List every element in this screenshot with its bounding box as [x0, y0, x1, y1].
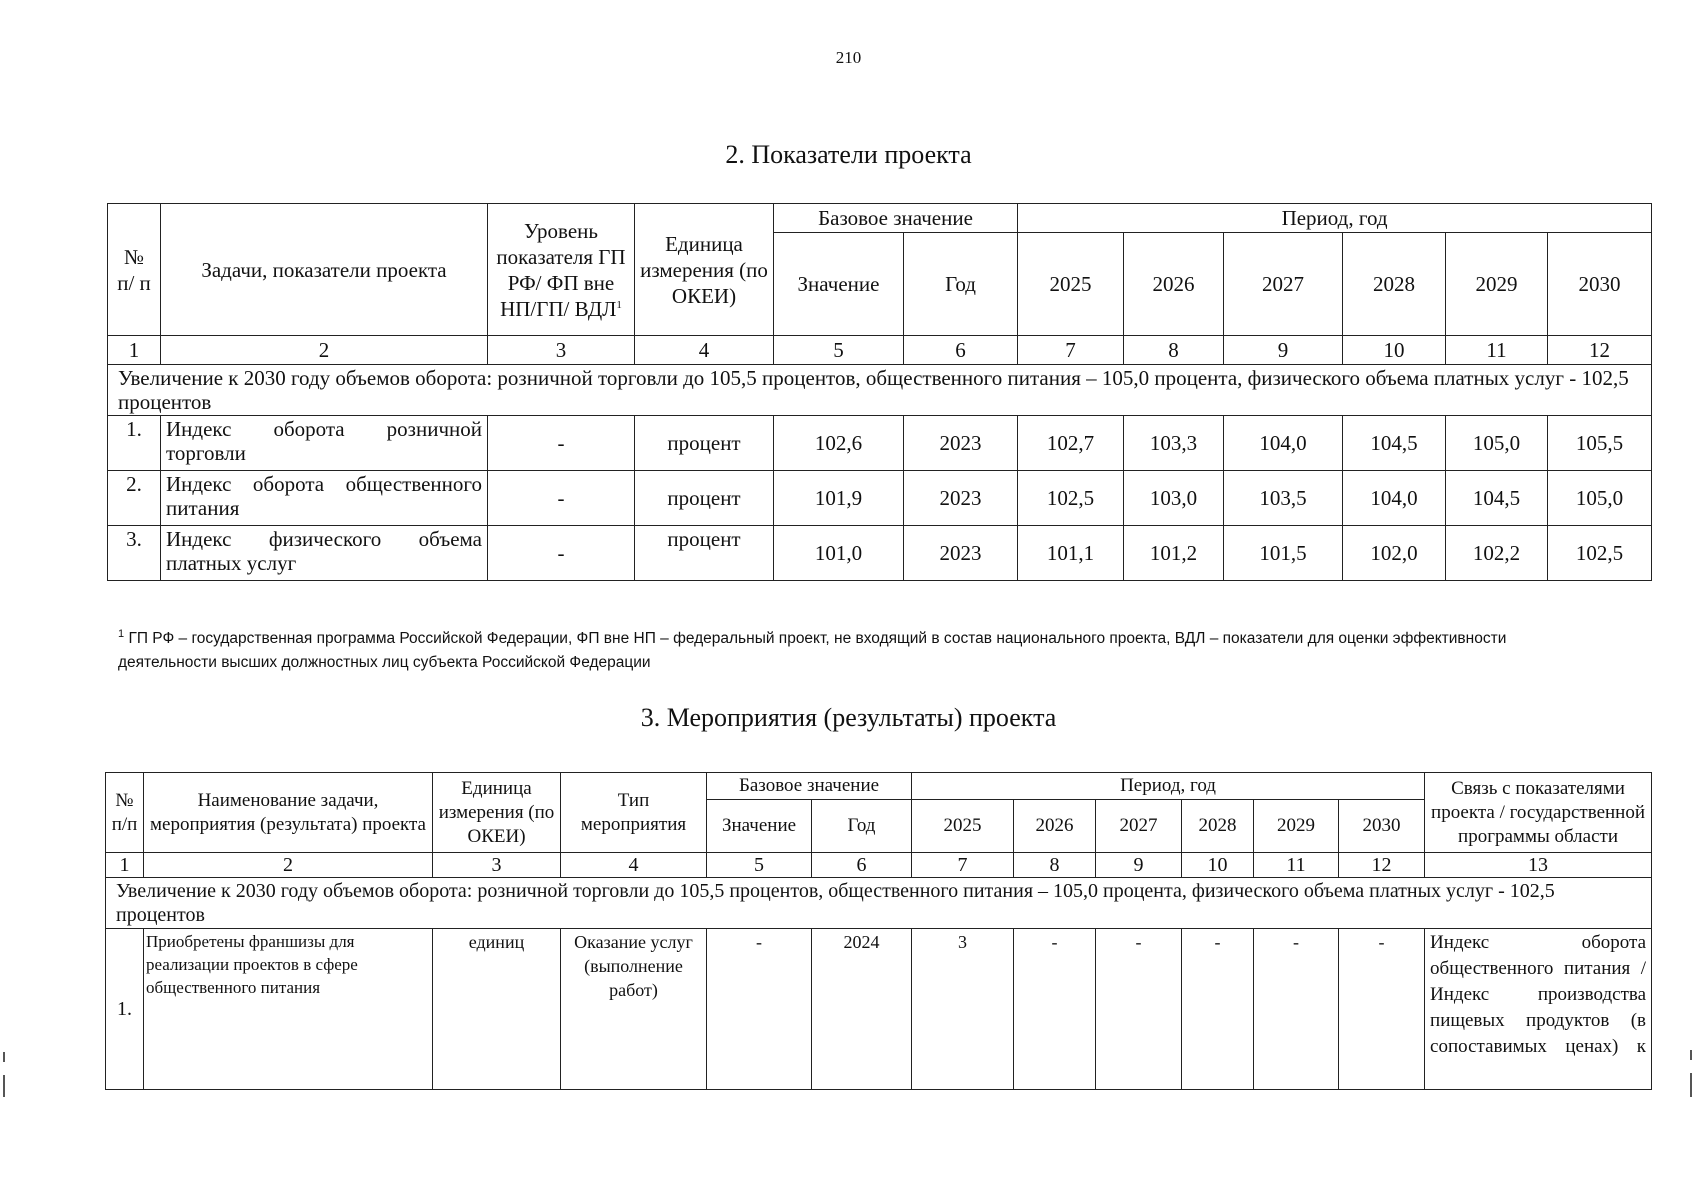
- column-number: 12: [1339, 853, 1425, 878]
- indicator-name: Индекс физического объема платных услуг: [161, 526, 488, 581]
- scan-edge-mark: [3, 1075, 5, 1097]
- year-value: 101,5: [1224, 526, 1343, 581]
- project-indicators-table: [107, 203, 1652, 581]
- header-year: 2028: [1182, 800, 1254, 853]
- header-no: № п/п: [106, 773, 144, 853]
- header-year: 2025: [1018, 233, 1124, 336]
- column-number: 4: [635, 336, 774, 365]
- header-link: Связь с показателями проекта / государственной программы области: [1425, 773, 1652, 853]
- column-number-row: [108, 336, 1652, 365]
- group-goal-text: Увеличение к 2030 году объемов оборота: розничной торговли до 105,5 процентов, общественного питания – 105,0 процента, физического объема платных услуг - 102,5 процентов: [106, 878, 1652, 929]
- footnote: [118, 627, 1598, 675]
- column-number: 3: [433, 853, 561, 878]
- header-unit: Единица измерения (по ОКЕИ): [635, 204, 774, 336]
- column-number: 9: [1096, 853, 1182, 878]
- table-row: [106, 929, 1652, 1090]
- column-number: 10: [1182, 853, 1254, 878]
- year-value: 102,2: [1446, 526, 1548, 581]
- year-value: 103,3: [1124, 416, 1224, 471]
- header-type: Тип мероприятия: [561, 773, 707, 853]
- year-value: 104,5: [1343, 416, 1446, 471]
- footnote-text: ГП РФ – государственная программа Российской Федерации, ФП вне НП – федеральный проект, не входящий в состав национального проекта, ВДЛ – показатели для оценки эффективности деятельности высших должностных лиц субъекта Российской Федерации: [118, 630, 1507, 671]
- header-level: [488, 204, 635, 336]
- base-year: 2023: [904, 471, 1018, 526]
- indicator-unit: процент: [635, 416, 774, 471]
- table-row: [108, 471, 1652, 526]
- year-value: 104,5: [1446, 471, 1548, 526]
- column-number-row: [106, 853, 1652, 878]
- row-number: 1.: [108, 416, 161, 471]
- indicator-unit: процент: [635, 471, 774, 526]
- scan-edge-mark: [1690, 1073, 1692, 1097]
- column-number: 12: [1548, 336, 1652, 365]
- year-value: 105,0: [1548, 471, 1652, 526]
- header-level-text: Уровень показателя ГП РФ/ ФП вне НП/ГП/ ВДЛ: [496, 218, 626, 321]
- year-value: 101,1: [1018, 526, 1124, 581]
- column-number: 1: [106, 853, 144, 878]
- column-number: 9: [1224, 336, 1343, 365]
- year-value: 104,0: [1224, 416, 1343, 471]
- year-value: 105,0: [1446, 416, 1548, 471]
- section-2-title: 2. Показатели проекта: [725, 140, 972, 169]
- scan-edge-mark: [1690, 1050, 1692, 1060]
- row-number: 2.: [108, 471, 161, 526]
- header-year: 2026: [1014, 800, 1096, 853]
- base-value: 101,0: [774, 526, 904, 581]
- year-value: 103,0: [1124, 471, 1224, 526]
- activity-unit: единиц: [433, 929, 561, 1090]
- header-row: [106, 773, 1652, 800]
- section-3-title: 3. Мероприятия (результаты) проекта: [640, 703, 1057, 732]
- column-number: 2: [144, 853, 433, 878]
- column-number: 3: [488, 336, 635, 365]
- indicator-name: Индекс оборота розничной торговли: [161, 416, 488, 471]
- activity-name: Приобретены франшизы для реализации проектов в сфере общественного питания: [144, 929, 433, 1090]
- column-number: 1: [108, 336, 161, 365]
- base-year: 2024: [812, 929, 912, 1090]
- column-number: 2: [161, 336, 488, 365]
- column-number: 11: [1446, 336, 1548, 365]
- year-value: -: [1096, 929, 1182, 1090]
- header-base-year: Год: [904, 233, 1018, 336]
- column-number: 7: [912, 853, 1014, 878]
- row-number: 3.: [108, 526, 161, 581]
- header-year: 2029: [1446, 233, 1548, 336]
- base-year: 2023: [904, 526, 1018, 581]
- indicator-unit: процент: [635, 526, 774, 581]
- indicator-level: -: [488, 526, 635, 581]
- indicator-name: Индекс оборота общественного питания: [161, 471, 488, 526]
- header-row: [108, 204, 1652, 233]
- column-number: 11: [1254, 853, 1339, 878]
- header-year: 2028: [1343, 233, 1446, 336]
- group-row: [106, 878, 1652, 929]
- table-row: [108, 526, 1652, 581]
- header-base-year: Год: [812, 800, 912, 853]
- header-no: № п/ п: [108, 204, 161, 336]
- column-number: 6: [904, 336, 1018, 365]
- year-value: -: [1254, 929, 1339, 1090]
- group-row: [108, 365, 1652, 416]
- year-value: 3: [912, 929, 1014, 1090]
- year-value: 103,5: [1224, 471, 1343, 526]
- header-year: 2027: [1096, 800, 1182, 853]
- activity-type: Оказание услуг (выполнение работ): [561, 929, 707, 1090]
- year-value: 102,5: [1018, 471, 1124, 526]
- indicator-level: -: [488, 416, 635, 471]
- scan-edge-mark: [3, 1052, 5, 1062]
- page-number: 210: [835, 48, 862, 67]
- column-number: 13: [1425, 853, 1652, 878]
- header-year: 2025: [912, 800, 1014, 853]
- year-value: 101,2: [1124, 526, 1224, 581]
- header-base: Базовое значение: [707, 773, 912, 800]
- header-unit: Единица измерения (по ОКЕИ): [433, 773, 561, 853]
- footnote-ref: 1: [616, 298, 622, 311]
- row-number: 1.: [106, 929, 144, 1090]
- column-number: 8: [1014, 853, 1096, 878]
- base-value: 102,6: [774, 416, 904, 471]
- group-goal-text: Увеличение к 2030 году объемов оборота: розничной торговли до 105,5 процентов, общественного питания – 105,0 процента, физического объема платных услуг - 102,5 процентов: [108, 365, 1652, 416]
- header-base-value: Значение: [774, 233, 904, 336]
- linked-indicators: Индекс оборота общественного питания /Индекс производства пищевых продуктов (в сопоставимых ценах) к: [1425, 929, 1652, 1090]
- base-year: 2023: [904, 416, 1018, 471]
- column-number: 6: [812, 853, 912, 878]
- header-year: 2026: [1124, 233, 1224, 336]
- year-value: 105,5: [1548, 416, 1652, 471]
- column-number: 4: [561, 853, 707, 878]
- base-value: -: [707, 929, 812, 1090]
- column-number: 5: [774, 336, 904, 365]
- header-base-value: Значение: [707, 800, 812, 853]
- header-year: 2030: [1548, 233, 1652, 336]
- header-name: Наименование задачи, мероприятия (результата) проекта: [144, 773, 433, 853]
- table-row: [108, 416, 1652, 471]
- year-value: 102,5: [1548, 526, 1652, 581]
- year-value: -: [1014, 929, 1096, 1090]
- year-value: 102,0: [1343, 526, 1446, 581]
- year-value: 102,7: [1018, 416, 1124, 471]
- header-year: 2027: [1224, 233, 1343, 336]
- column-number: 8: [1124, 336, 1224, 365]
- year-value: 104,0: [1343, 471, 1446, 526]
- header-period: Период, год: [1018, 204, 1652, 233]
- column-number: 10: [1343, 336, 1446, 365]
- project-activities-table: [105, 772, 1652, 1090]
- header-period: Период, год: [912, 773, 1425, 800]
- year-value: -: [1339, 929, 1425, 1090]
- header-tasks: Задачи, показатели проекта: [161, 204, 488, 336]
- column-number: 7: [1018, 336, 1124, 365]
- year-value: -: [1182, 929, 1254, 1090]
- footnote-marker: 1: [118, 627, 125, 640]
- base-value: 101,9: [774, 471, 904, 526]
- indicator-level: -: [488, 471, 635, 526]
- column-number: 5: [707, 853, 812, 878]
- header-base: Базовое значение: [774, 204, 1018, 233]
- header-year: 2030: [1339, 800, 1425, 853]
- header-year: 2029: [1254, 800, 1339, 853]
